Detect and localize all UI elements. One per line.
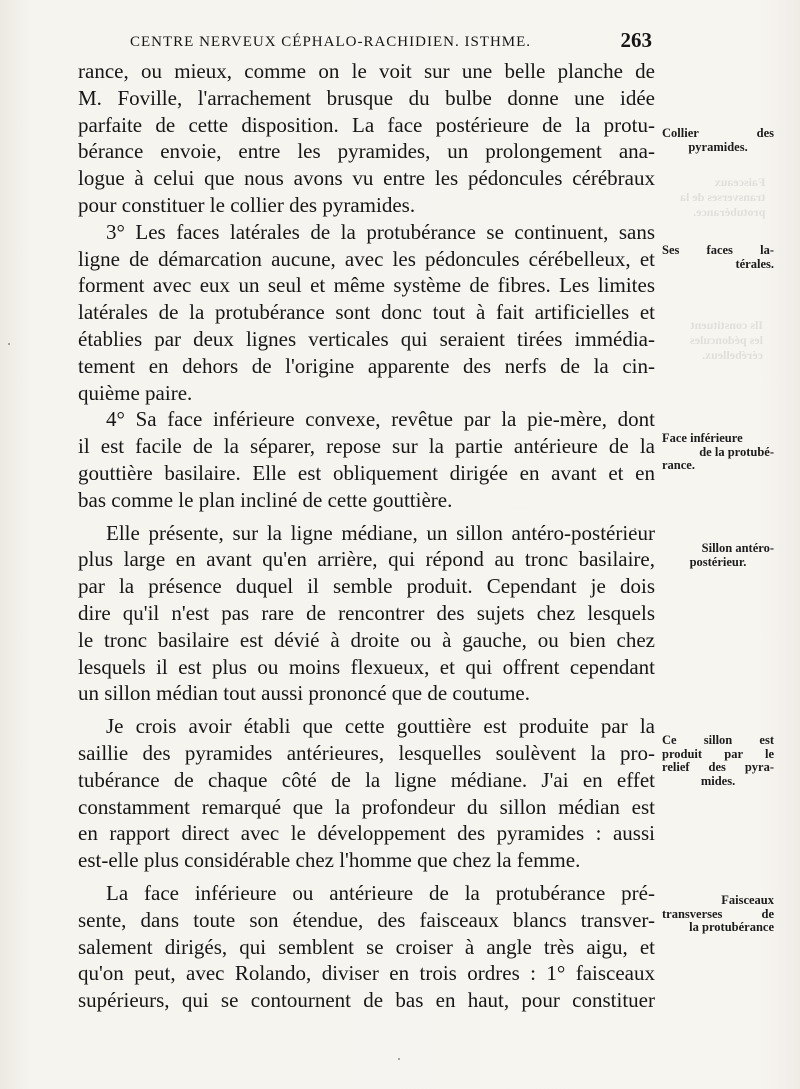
text-line: il est facile de la séparer, repose sur la partie antérieure de la bbox=[78, 434, 655, 459]
show-through-text: Faisceaux transverses de la protubérance. bbox=[680, 175, 766, 219]
margin-note-line: térales. bbox=[735, 256, 774, 271]
text-line: saillie des pyramides antérieures, lesquelles soulèvent la pro- bbox=[78, 740, 655, 765]
text-line: qu'on peut, avec Rolando, diviser en trois ordres : 1° faisceaux bbox=[78, 961, 655, 986]
text-line: est-elle plus considérable chez l'homme que chez la femme. bbox=[78, 848, 581, 873]
margin-note-line: la protubérance bbox=[689, 920, 774, 934]
text-line: lesquels il est plus ou moins flexueux, et qui offrent cependant bbox=[78, 654, 655, 679]
text-line: sente, dans toute son étendue, des faisceaux blancs transver- bbox=[78, 907, 655, 932]
text-line: dire qu'il n'est pas rare de rencontrer des sujets chez lesquels bbox=[78, 600, 655, 625]
text-line: bas comme le plan incliné de cette gouttière. bbox=[78, 487, 453, 512]
running-title: CENTRE NERVEUX CÉPHALO-RACHIDIEN. ISTHME. bbox=[130, 34, 532, 50]
show-through-text: Ils constituent les pédoncules cérébelleux. bbox=[690, 318, 764, 362]
margin-note-line: Collier des bbox=[662, 126, 774, 140]
margin-note-line: de la protubé- bbox=[699, 444, 774, 459]
text-line: parfaite de cette disposition. La face postérieure de la protu- bbox=[78, 112, 655, 137]
margin-note-line: relief des pyra- bbox=[662, 760, 774, 774]
text-line: tement en dehors de l'origine apparente des nerfs de la cin- bbox=[78, 353, 655, 378]
text-line: La face inférieure ou antérieure de la protubérance pré- bbox=[106, 880, 655, 905]
text-line: par la présence duquel il semble produit. Cependant je dois bbox=[78, 574, 655, 599]
margin-note-line: Ses faces la- bbox=[662, 243, 774, 257]
margin-note-line: produit par le bbox=[662, 746, 774, 761]
text-line: le tronc basilaire est dévié à droite ou à gauche, ou bien chez bbox=[78, 627, 655, 652]
margin-note-line: mides. bbox=[700, 773, 736, 788]
text-line: quième paire. bbox=[78, 380, 193, 405]
text-line: ligne de démarcation aucune, avec les pédoncules cérébelleux, et bbox=[78, 246, 655, 271]
text-line: forment avec eux un seul et même système de fibres. Les limites bbox=[78, 273, 655, 298]
page-number: 263 bbox=[620, 28, 652, 52]
margin-note-line: pyramides. bbox=[688, 139, 748, 154]
ink-speck bbox=[8, 343, 10, 345]
text-line: un sillon médian tout aussi prononcé que de coutume. bbox=[78, 681, 530, 706]
text-line: 3° Les faces latérales de la protubérance se continuent, sans bbox=[106, 219, 655, 244]
text-line: bérance envoie, entre les pyramides, un prolongement ana- bbox=[78, 139, 655, 164]
running-head bbox=[130, 28, 660, 56]
text-line: Elle présente, sur la ligne médiane, un sillon antéro-postérieur bbox=[106, 520, 655, 545]
text-line: logue à celui que nous avons vu entre les pédoncules cérébraux bbox=[78, 166, 655, 191]
text-line: en rapport direct avec le développement des pyramides : aussi bbox=[78, 821, 655, 846]
margin-note-line: Face inférieure bbox=[662, 431, 743, 445]
margin-note-line: Faisceaux bbox=[721, 893, 774, 907]
text-line: supérieurs, qui se contournent de bas en haut, pour constituer bbox=[78, 988, 655, 1013]
ink-speck bbox=[398, 1058, 400, 1060]
margin-note-line: postérieur. bbox=[689, 554, 747, 569]
text-line: M. Foville, l'arrachement brusque du bulbe donne une idée bbox=[78, 85, 655, 110]
margin-note-line: transverses de bbox=[662, 906, 774, 921]
text-line: Je crois avoir établi que cette gouttière est produite par la bbox=[106, 714, 655, 739]
text-line: gouttière basilaire. Elle est obliquement dirigée en avant et en bbox=[78, 460, 655, 485]
text-line: constamment remarqué que la profondeur du sillon médian est bbox=[78, 794, 655, 819]
margin-note-collier bbox=[662, 127, 774, 154]
text-line: salement dirigés, qui semblent se croiser à angle très aigu, et bbox=[78, 934, 655, 959]
text-line: plus large en avant qu'en arrière, qui répond au tronc basilaire, bbox=[78, 547, 655, 572]
margin-note-faisceaux bbox=[662, 894, 774, 935]
text-line: tubérance de chaque côté de la ligne médiane. J'ai en effet bbox=[78, 767, 655, 792]
margin-note-face-inferieure bbox=[662, 432, 774, 473]
body-text bbox=[78, 58, 655, 1014]
margin-note-faces-laterales bbox=[662, 244, 774, 271]
margin-note-line: Ce sillon est bbox=[662, 733, 774, 747]
margin-note-line: Sillon antéro- bbox=[701, 541, 774, 555]
text-line: latérales de la protubérance sont donc tout à fait artificielles et bbox=[78, 300, 655, 325]
text-line: établies par deux lignes verticales qui seraient tirées immédia- bbox=[78, 326, 655, 351]
margin-note-sillon bbox=[662, 542, 774, 569]
text-line: 4° Sa face inférieure convexe, revêtue par la pie-mère, dont bbox=[106, 407, 655, 432]
margin-note-ce-sillon bbox=[662, 734, 774, 788]
margin-note-line: rance. bbox=[662, 458, 695, 472]
text-line: rance, ou mieux, comme on le voit sur une belle planche de bbox=[78, 59, 655, 83]
text-line: pour constituer le collier des pyramides. bbox=[78, 192, 416, 217]
